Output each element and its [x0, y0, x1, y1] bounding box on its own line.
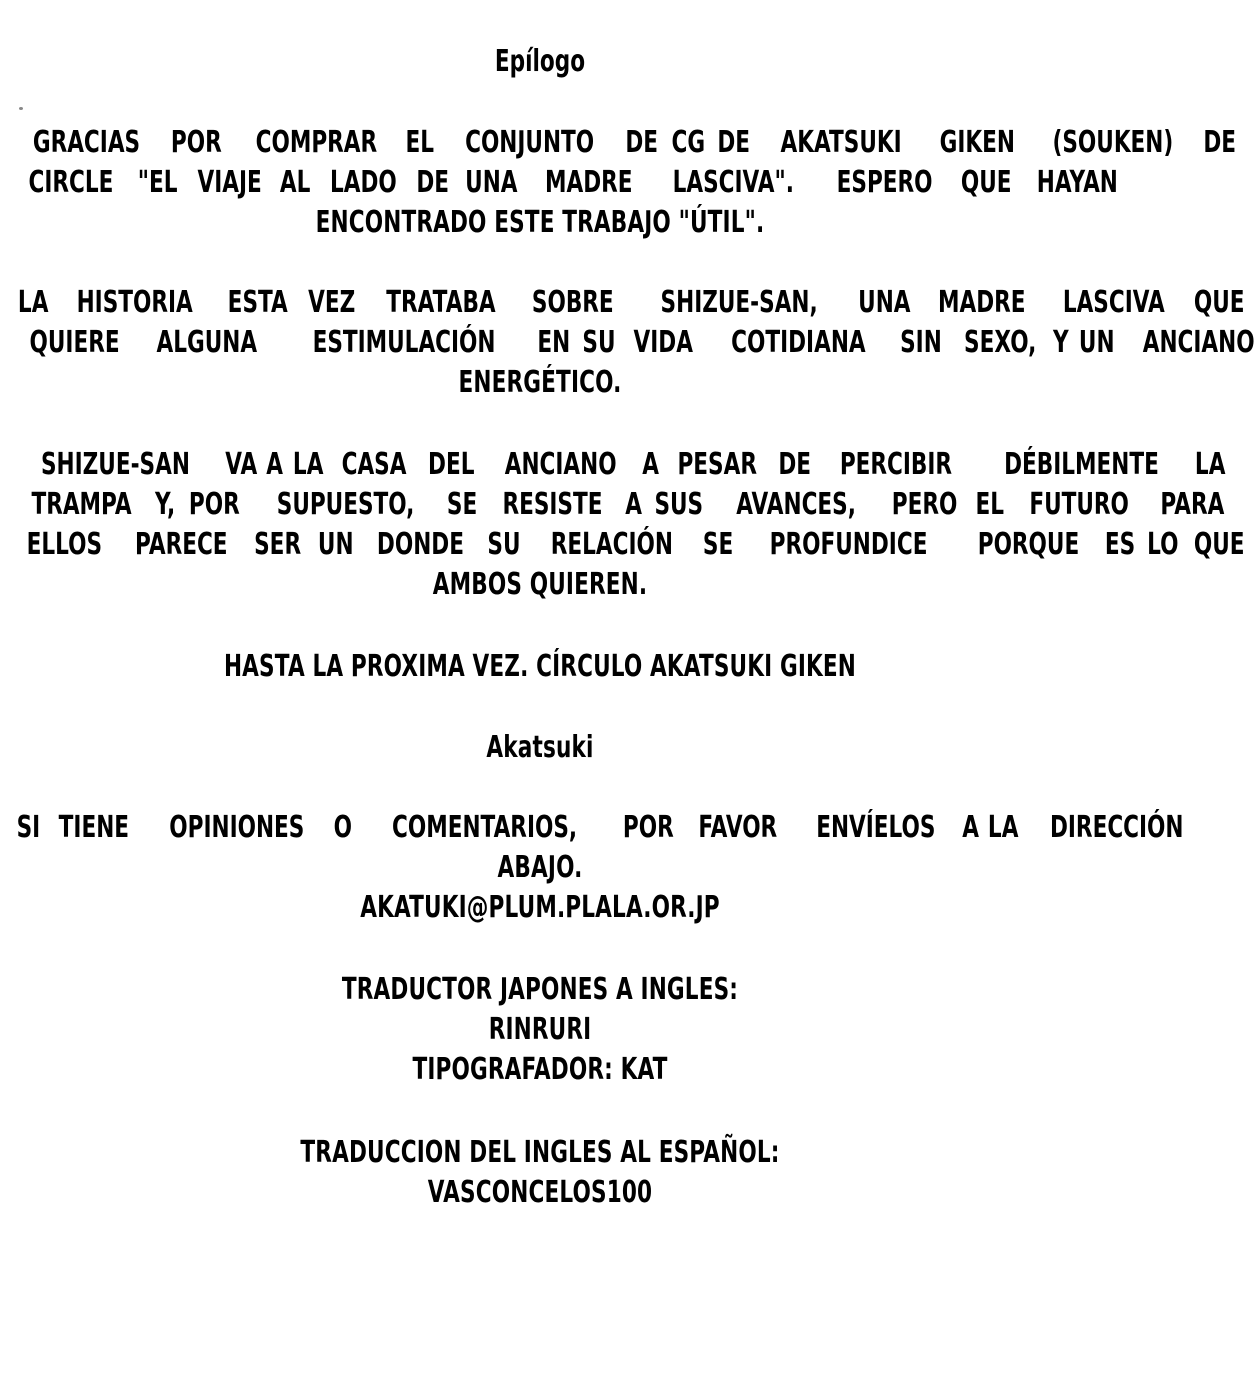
spanish-translator-name: VASCONCELOS100: [427, 1175, 653, 1210]
signature: Akatsuki: [486, 730, 594, 765]
word: SI: [16, 810, 41, 845]
word: OPINIONES: [168, 810, 304, 845]
credits-block: [0, 970, 1080, 1090]
translator-label: TRADUCTOR JAPONES A INGLES:: [341, 972, 739, 1007]
word: ANCIANO: [1142, 325, 1255, 360]
word: Y: [1053, 325, 1069, 360]
paragraph-1-line-1: [12, 123, 1237, 163]
word: DONDE: [376, 527, 464, 562]
word: SE: [446, 487, 478, 522]
paragraph-3: [12, 445, 1245, 565]
word: TRATABA: [385, 285, 496, 320]
word: SUPUESTO,: [276, 487, 415, 522]
word: QUE: [960, 165, 1012, 200]
word: TRAMPA: [31, 487, 132, 522]
paragraph-1: [12, 123, 1237, 203]
word: COMENTARIOS,: [391, 810, 577, 845]
word: "EL: [137, 165, 178, 200]
word: ESTA: [227, 285, 288, 320]
word: RELACIÓN: [550, 527, 673, 562]
word: LADO: [329, 165, 397, 200]
word: (SOUKEN): [1052, 125, 1174, 160]
farewell-line: HASTA LA PROXIMA VEZ. CÍRCULO AKATSUKI GIKEN: [223, 649, 857, 684]
paragraph-2-line-1: [12, 283, 1245, 323]
word: RESISTE: [502, 487, 603, 522]
word: SOBRE: [532, 285, 615, 320]
stray-mark: [19, 107, 23, 110]
word: EN: [537, 325, 571, 360]
word: VIDA: [633, 325, 694, 360]
word: GRACIAS: [32, 125, 141, 160]
word: DE: [1203, 125, 1237, 160]
word: DEL: [427, 447, 475, 482]
word: MADRE: [938, 285, 1026, 320]
word: AVANCES,: [736, 487, 856, 522]
word: ES: [1104, 527, 1136, 562]
word: PERCIBIR: [839, 447, 952, 482]
word: AL: [280, 165, 311, 200]
word: HAYAN: [1037, 165, 1119, 200]
word: LO: [1147, 527, 1179, 562]
word: LA: [1194, 447, 1226, 482]
word: PARA: [1160, 487, 1225, 522]
word: DIRECCIÓN: [1050, 810, 1184, 845]
word: ESPERO: [836, 165, 933, 200]
word: PORQUE: [977, 527, 1080, 562]
word: DE: [717, 125, 751, 160]
word: LASCIVA".: [672, 165, 795, 200]
page-title: Epílogo: [494, 44, 586, 79]
word: QUIERE: [29, 325, 120, 360]
word: FAVOR: [698, 810, 778, 845]
word: EL: [975, 487, 1005, 522]
word: UN: [1078, 325, 1115, 360]
word: SER: [254, 527, 302, 562]
contact-line-2: ABAJO.: [497, 850, 583, 885]
word: HISTORIA: [76, 285, 194, 320]
word: COTIDIANA: [731, 325, 866, 360]
word: CASA: [341, 447, 407, 482]
paragraph-2-line-3: ENERGÉTICO.: [458, 365, 622, 400]
word: FUTURO: [1029, 487, 1129, 522]
word: UNA: [858, 285, 911, 320]
contact-line-1: [12, 808, 1184, 848]
paragraph-1-line-2: [12, 163, 1119, 203]
word: MADRE: [544, 165, 633, 200]
word: SHIZUE-SAN: [40, 447, 190, 482]
word: DÉBILMENTE: [1003, 447, 1159, 482]
spanish-translator-label: TRADUCCION DEL INGLES AL ESPAÑOL:: [300, 1135, 780, 1170]
word: O: [333, 810, 353, 845]
word: CONJUNTO: [465, 125, 595, 160]
word: SHIZUE-SAN,: [660, 285, 818, 320]
word: ANCIANO: [505, 447, 618, 482]
word: A: [642, 447, 659, 482]
translator-name: RINRURI: [488, 1012, 592, 1047]
word: SU: [487, 527, 521, 562]
word: SU: [582, 325, 616, 360]
typesetter-credit: TIPOGRAFADOR: KAT: [412, 1052, 668, 1087]
word: SE: [702, 527, 733, 562]
word: LA: [987, 810, 1019, 845]
word: ESTIMULACIÓN: [312, 325, 496, 360]
word: LASCIVA: [1062, 285, 1165, 320]
word: PARECE: [134, 527, 228, 562]
word: DE: [625, 125, 659, 160]
word: VA: [225, 447, 258, 482]
word: VEZ: [308, 285, 356, 320]
word: CG: [671, 125, 705, 160]
word: PESAR: [677, 447, 757, 482]
word: SEXO,: [963, 325, 1036, 360]
word: AKATSUKI: [780, 125, 902, 160]
word: ELLOS: [26, 527, 103, 562]
word: DE: [778, 447, 812, 482]
word: COMPRAR: [255, 125, 377, 160]
word: GIKEN: [939, 125, 1015, 160]
word: UNA: [465, 165, 518, 200]
paragraph-3-line-4: AMBOS QUIEREN.: [432, 567, 648, 602]
contact-block: [12, 808, 1184, 848]
spanish-credits-block: [0, 1133, 1080, 1213]
paragraph-2-line-2: [12, 323, 1255, 363]
word: PERO: [891, 487, 958, 522]
word: SIN: [899, 325, 942, 360]
word: UN: [317, 527, 354, 562]
paragraph-3-line-2: [12, 485, 1225, 525]
word: ALGUNA: [156, 325, 258, 360]
word: A: [266, 447, 284, 482]
word: LA: [292, 447, 323, 482]
word: VIAJE: [197, 165, 262, 200]
word: LA: [17, 285, 49, 320]
word: CIRCLE: [28, 165, 114, 200]
word: SUS: [654, 487, 704, 522]
word: POR: [170, 125, 222, 160]
paragraph-2: [12, 283, 1255, 363]
word: TIENE: [58, 810, 129, 845]
word: QUE: [1193, 285, 1245, 320]
word: ENVÍELOS: [816, 810, 936, 845]
word: A: [961, 810, 979, 845]
paragraph-3-line-3: [12, 525, 1245, 565]
word: Y,: [155, 487, 176, 522]
word: POR: [189, 487, 240, 522]
word: POR: [622, 810, 674, 845]
paragraph-3-line-1: [12, 445, 1226, 485]
word: EL: [405, 125, 435, 160]
paragraph-1-line-3: ENCONTRADO ESTE TRABAJO "ÚTIL".: [315, 205, 765, 240]
word: DE: [415, 165, 449, 200]
word: QUE: [1194, 527, 1245, 562]
word: PROFUNDICE: [769, 527, 928, 562]
word: A: [625, 487, 642, 522]
contact-email: AKATUKI@PLUM.PLALA.OR.JP: [360, 890, 720, 925]
